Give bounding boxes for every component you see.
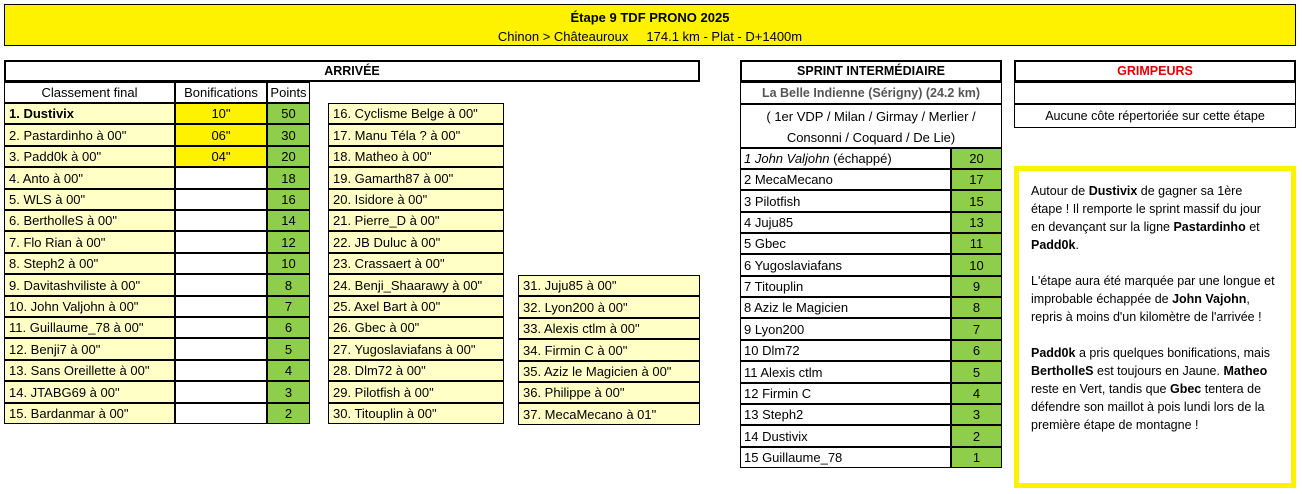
arrivee-rank-24: 24. Benji_Shaarawy à 00": [328, 274, 504, 296]
arrivee-bonif-7: [175, 231, 267, 253]
sprint-points-6: 10: [951, 254, 1002, 276]
arrivee-points-7: 12: [267, 231, 310, 253]
arrivee-bonif-6: [175, 210, 267, 231]
sprint-points-13: 3: [951, 404, 1002, 425]
sprint-location: La Belle Indienne (Sérigny) (24.2 km): [740, 82, 1002, 104]
arrivee-bonif-9: [175, 274, 267, 296]
arrivee-rank-27: 27. Yugoslaviafans à 00": [328, 338, 504, 360]
arrivee-rank-16: 16. Cyclisme Belge à 00": [328, 103, 504, 124]
arrivee-points-12: 5: [267, 338, 310, 360]
arrivee-rank-30: 30. Titouplin à 00": [328, 403, 504, 424]
arrivee-bonif-5: [175, 189, 267, 210]
commentary-paragraph-3: Padd0k a pris quelques bonifications, mais BertholleS est toujours en Jaune. Matheo reste en Vert, tandis que Gbec tentera de défendre son maillot à pois lundi lors de la première étape de montagne !: [1031, 346, 1271, 432]
arrivee-rank-10: 10. John Valjohn à 00": [4, 296, 175, 317]
arrivee-rank-35: 35. Aziz le Magicien à 00": [518, 361, 700, 382]
sprint-name-3: 3 Pilotfish: [740, 190, 951, 212]
sprint-name-15: 15 Guillaume_78: [740, 447, 951, 468]
arrivee-bonif-4: [175, 167, 267, 189]
sprint-name-14: 14 Dustivix: [740, 425, 951, 447]
sprint-note-line2: Consonni / Coquard / De Lie): [786, 130, 956, 145]
sprint-points-11: 5: [951, 361, 1002, 383]
arrivee-points-8: 10: [267, 253, 310, 274]
arrivee-bonif-8: [175, 253, 267, 274]
sprint-points-2: 17: [951, 169, 1002, 190]
sprint-name-11: 11 Alexis ctlm: [740, 361, 951, 383]
arrivee-rank-34: 34. Firmin C à 00": [518, 339, 700, 361]
arrivee-rank-26: 26. Gbec à 00": [328, 317, 504, 338]
arrivee-rank-12: 12. Benji7 à 00": [4, 338, 175, 360]
grimpeurs-no-climb: Aucune côte répertoriée sur cette étape: [1014, 104, 1296, 128]
arrivee-rank-2: 2. Pastardinho à 00": [4, 124, 175, 146]
grimpeurs-header: GRIMPEURS: [1014, 60, 1296, 82]
arrivee-points-5: 16: [267, 189, 310, 210]
arrivee-points-2: 30: [267, 124, 310, 146]
sprint-points-14: 2: [951, 425, 1002, 447]
sprint-points-5: 11: [951, 233, 1002, 254]
sprint-favorites-note: [740, 104, 1002, 148]
arrivee-rank-33: 33. Alexis ctlm à 00": [518, 318, 700, 339]
sprint-name-13: 13 Steph2: [740, 404, 951, 425]
sprint-name-5: 5 Gbec: [740, 233, 951, 254]
arrivee-rank-7: 7. Flo Rian à 00": [4, 231, 175, 253]
sprint-row-1: [740, 148, 951, 169]
sprint-escape-label: (échappé): [829, 151, 892, 166]
arrivee-rank-18: 18. Matheo à 00": [328, 146, 504, 167]
stage-title: Étape 9 TDF PRONO 2025: [570, 10, 730, 25]
arrivee-points-3: 20: [267, 146, 310, 167]
arrivee-points-13: 4: [267, 360, 310, 381]
sprint-name-2: 2 MecaMecano: [740, 169, 951, 190]
arrivee-bonif-3: 04": [175, 146, 267, 167]
stage-subtitle: Chinon > Châteauroux 174.1 km - Plat - D+1400m: [497, 29, 803, 44]
arrivee-rank-6: 6. BertholleS à 00": [4, 210, 175, 231]
arrivee-points-4: 18: [267, 167, 310, 189]
arrivee-rank-3: 3. Padd0k à 00": [4, 146, 175, 167]
commentary-paragraph-2: L'étape aura été marquée par une longue et improbable échappée de John Vajohn, repris à moins d'un kilomètre de l'arrivée !: [1031, 274, 1275, 324]
col-header-bonifications: Bonifications: [175, 82, 267, 103]
arrivee-rank-1: 1. Dustivix: [4, 103, 175, 124]
commentary-paragraph-1: Autour de Dustivix de gagner sa 1ère étape ! Il remporte le sprint massif du jour en devançant sur la ligne Pastardinho et Padd0k.: [1031, 184, 1261, 252]
arrivee-points-14: 3: [267, 381, 310, 403]
arrivee-rank-25: 25. Axel Bart à 00": [328, 296, 504, 317]
sprint-note-line1: ( 1er VDP / Milan / Girmay / Merlier /: [766, 109, 976, 124]
arrivee-rank-23: 23. Crassaert à 00": [328, 253, 504, 274]
col-header-points: Points: [267, 82, 310, 103]
arrivee-points-10: 7: [267, 296, 310, 317]
sprint-points-9: 7: [951, 318, 1002, 340]
arrivee-rank-5: 5. WLS à 00": [4, 189, 175, 210]
arrivee-rank-21: 21. Pierre_D à 00": [328, 210, 504, 231]
sprint-points-15: 1: [951, 447, 1002, 468]
arrivee-rank-9: 9. Davitashviliste à 00": [4, 274, 175, 296]
sprint-name-6: 6 Yugoslaviafans: [740, 254, 951, 276]
arrivee-rank-37: 37. MecaMecano à 01": [518, 403, 700, 425]
sprint-name-9: 9 Lyon200: [740, 318, 951, 340]
sprint-points-8: 8: [951, 297, 1002, 318]
arrivee-bonif-2: 06": [175, 124, 267, 146]
arrivee-rank-19: 19. Gamarth87 à 00": [328, 167, 504, 189]
arrivee-rank-4: 4. Anto à 00": [4, 167, 175, 189]
sprint-points-1: 20: [951, 148, 1002, 169]
sprint-points-12: 4: [951, 383, 1002, 404]
arrivee-rank-17: 17. Manu Téla ? à 00": [328, 124, 504, 146]
arrivee-rank-13: 13. Sans Oreillette à 00": [4, 360, 175, 381]
sprint-name-10: 10 Dlm72: [740, 340, 951, 361]
arrivee-rank-14: 14. JTABG69 à 00": [4, 381, 175, 403]
sprint-name-1: 1 John Valjohn: [744, 151, 830, 166]
arrivee-rank-31: 31. Juju85 à 00": [518, 275, 700, 296]
arrivee-rank-28: 28. Dlm72 à 00": [328, 360, 504, 381]
arrivee-rank-36: 36. Philippe à 00": [518, 382, 700, 403]
col-header-classement: Classement final: [4, 82, 175, 103]
stage-commentary: [1014, 166, 1296, 488]
arrivee-rank-15: 15. Bardanmar à 00": [4, 403, 175, 424]
sprint-points-3: 15: [951, 190, 1002, 212]
arrivee-points-6: 14: [267, 210, 310, 231]
arrivee-bonif-15: [175, 403, 267, 424]
grimpeurs-blank-row: [1014, 82, 1296, 104]
arrivee-rank-32: 32. Lyon200 à 00": [518, 296, 700, 318]
arrivee-bonif-11: [175, 317, 267, 338]
arrivee-rank-22: 22. JB Duluc à 00": [328, 231, 504, 253]
sprint-points-4: 13: [951, 212, 1002, 233]
sprint-name-8: 8 Aziz le Magicien: [740, 297, 951, 318]
arrivee-bonif-13: [175, 360, 267, 381]
sprint-header: SPRINT INTERMÉDIAIRE: [740, 60, 1002, 82]
arrivee-bonif-12: [175, 338, 267, 360]
arrivee-rank-8: 8. Steph2 à 00": [4, 253, 175, 274]
arrivee-rank-20: 20. Isidore à 00": [328, 189, 504, 210]
arrivee-rank-29: 29. Pilotfish à 00": [328, 381, 504, 403]
arrivee-bonif-1: 10": [175, 103, 267, 124]
arrivee-header: ARRIVÉE: [4, 60, 700, 82]
arrivee-points-9: 8: [267, 274, 310, 296]
arrivee-bonif-14: [175, 381, 267, 403]
arrivee-points-15: 2: [267, 403, 310, 424]
stage-header: [4, 4, 1296, 46]
sprint-name-4: 4 Juju85: [740, 212, 951, 233]
sprint-points-10: 6: [951, 340, 1002, 361]
sprint-name-7: 7 Titouplin: [740, 276, 951, 297]
arrivee-bonif-10: [175, 296, 267, 317]
sprint-points-7: 9: [951, 276, 1002, 297]
arrivee-points-1: 50: [267, 103, 310, 124]
arrivee-rank-11: 11. Guillaume_78 à 00": [4, 317, 175, 338]
sprint-name-12: 12 Firmin C: [740, 383, 951, 404]
arrivee-points-11: 6: [267, 317, 310, 338]
